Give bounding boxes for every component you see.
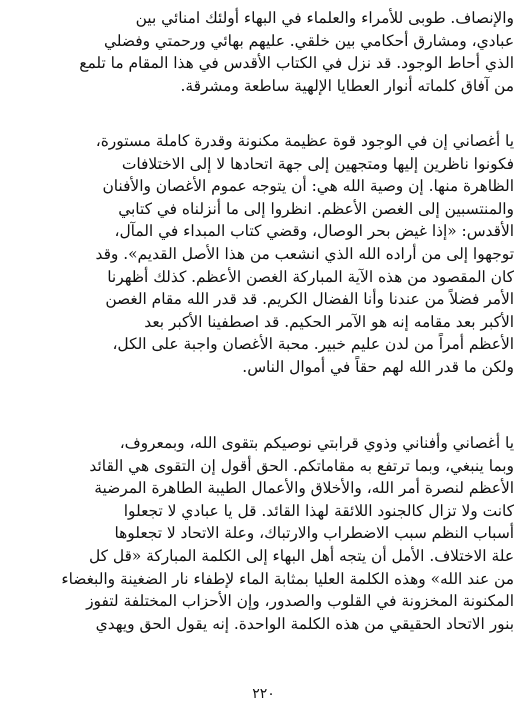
text-line: الظاهرة منها. إن وصية الله هي: أن يتوجه عموم الأغصان والأفنان — [102, 177, 514, 196]
paragraph-1 — [14, 7, 514, 97]
text-line: كانت ولا تزال كالجنود اللائقة لهذا القائد. قل يا عبادي لا تجعلوا — [123, 501, 514, 520]
text-line: المكنونة المخزونة في القلوب والصدور، وإن الأحزاب المختلفة لتفوز — [86, 592, 514, 611]
paragraph-2 — [14, 130, 514, 379]
text-line: توجهوا إلى من أراده الله الذي انشعب من هذا الأصل القديم». وقد — [95, 244, 514, 263]
text-line: الأعظم أمراً من لدن عليم خبير. محبة الأغصان واجبة على الكل، — [112, 335, 514, 354]
text-line: من آفاق كلماته أنوار العطايا الإلهية ساطعة ومشرقة. — [180, 76, 514, 95]
text-line: عبادي، ومشارق أحكامي بين خلقي. عليهم بهائي ورحمتي وفضلي — [103, 31, 514, 50]
text-line: بنور الاتحاد الحقيقي من هذه الكلمة الواحدة. إنه يقول الحق ويهدي — [95, 614, 514, 633]
text-line: أسباب النظم سبب الاضطراب والارتباك، وعلة الاتحاد لا تجعلوها — [114, 524, 514, 543]
text-line: يا أغصاني إن في الوجود قوة عظيمة مكنونة وقدرة كاملة مستورة، — [95, 132, 514, 150]
text-line: ولكن ما قدر الله لهم حقاً في أموال الناس. — [242, 357, 514, 376]
text-line: الأمر فضلاً من عندنا وأنا الفضال الكريم. قد قدر الله مقام الغصن — [105, 290, 514, 309]
text-line: والمنتسبين إلى الغصن الأعظم. انظروا إلى ما أنزلناه في كتابي — [118, 199, 514, 218]
text-line: الأقدس: «إذا غيض بحر الوصال، وقضي كتاب المبداء في المآل، — [114, 222, 514, 241]
text-line: وبما ينبغي، وبما ترتفع به مقاماتكم. الحق أقول إن التقوى هي القائد — [89, 456, 514, 475]
paragraph-3 — [14, 432, 514, 635]
text-line: والإنصاف. طوبى للأمراء والعلماء في البهاء أولئك امنائي بين — [135, 9, 514, 27]
text-line: علة الاختلاف. الأمل أن يتجه أهل البهاء إلى الكلمة المباركة «قل كل — [88, 546, 514, 565]
page-number: ٢٢٠ — [252, 686, 275, 702]
text-line: يا أغصاني وأفناني وذوي قرابتي نوصيكم بتقوى الله، وبمعروف، — [119, 434, 514, 452]
text-line: الذي أحاط الوجود. قد نزل في الكتاب الأقدس في هذا المقام ما تلمع — [79, 54, 514, 73]
text-line: الأعظم لنصرة أمر الله، والأخلاق والأعمال الطيبة الطاهرة المرضية — [94, 479, 514, 498]
text-line: فكونوا ناظرين إليها ومتجهين إلى جهة اتحادها لا إلى الاختلافات — [121, 154, 514, 173]
text-line: من عند الله» وهذه الكلمة العليا بمثابة الماء لإطفاء نار الضغينة والبغضاء — [61, 569, 514, 588]
text-line: الأكبر بعد مقامه إنه هو الآمر الحكيم. قد اصطفينا الأكبر بعد — [144, 312, 514, 331]
text-line: كان المقصود من هذه الآية المباركة الغصن الأعظم. كذلك أظهرنا — [107, 267, 514, 286]
